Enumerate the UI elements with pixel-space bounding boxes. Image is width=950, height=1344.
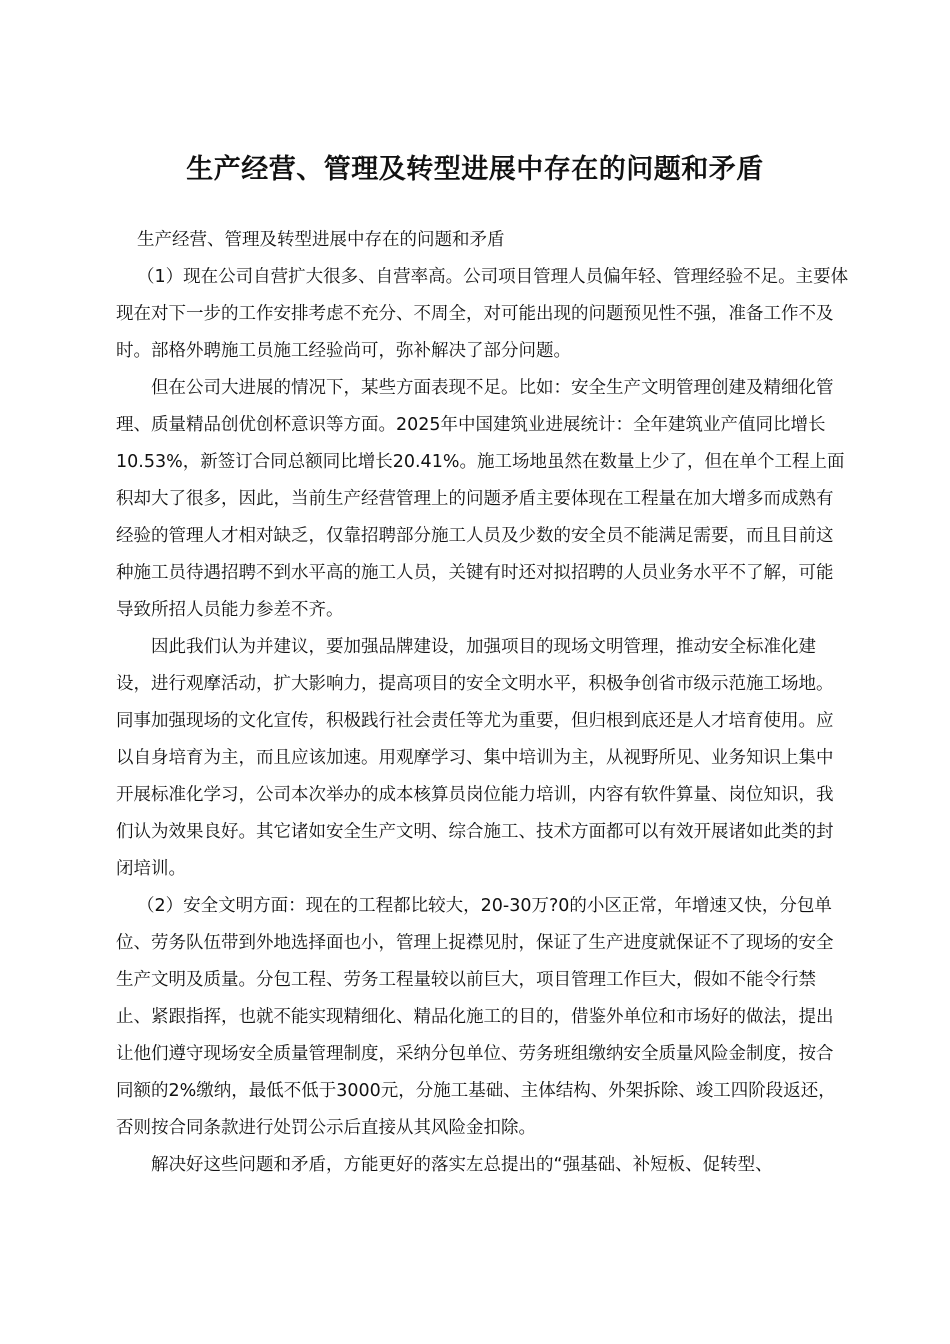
paragraph-recommendations: 因此我们认为并建议，要加强品牌建设，加强项目的现场文明管理，推动安全标准化建设，进行观摩活动，扩大影响力，提高项目的安全文明水平，积极争创省市级示范施工场地。同事加强现场的文化宣传，积极践行社会责任等尤为重要，但归根到底还是人才培育使用。应以自身培育为主，而且应该加速。用观摩学习、集中培训为主，从视野所见、业务知识上集中开展标准化学习，公司本次举办的成本核算员岗位能力培训，内容有软件算量、岗位知识，我们认为效果良好。其它诸如安全生产文明、综合施工、技术方面都可以有效开展诸如此类的封闭培训。	[116, 637, 834, 879]
paragraph-section-2: （2）安全文明方面：现在的工程都比较大，20-30万?0的小区正常，年增速又快，分包单位、劳务队伍带到外地选择面也小，管理上捉襟见肘，保证了生产进度就保证不了现场的安全生产文明及质量。分包工程、劳务工程量较以前巨大，项目管理工作巨大，假如不能令行禁止、紧跟指挥，也就不能实现精细化、精品化施工的目的，借鉴外单位和市场好的做法，提出让他们遵守现场安全质量管理制度，采纳分包单位、劳务班组缴纳安全质量风险金制度，按合同额的2%缴纳，最低不低于3000元，分施工基础、主体结构、外架拆除、竣工四阶段返还，否则按合同条款进行处罚公示后直接从其风险金扣除。	[116, 896, 836, 1138]
document-body	[116, 222, 850, 1184]
paragraph-subtitle: 生产经营、管理及转型进展中存在的问题和矛盾	[137, 230, 505, 250]
paragraph-conclusion: 解决好这些问题和矛盾，方能更好的落实左总提出的“强基础、补短板、促转型、	[151, 1155, 773, 1175]
paragraph-industry-statistics: 但在公司大进展的情况下，某些方面表现不足。比如：安全生产文明管理创建及精细化管理、质量精品创优创杯意识等方面。2025年中国建筑业进展统计：全年建筑业产值同比增长10.53%，新签订合同总额同比增长20.41%。施工场地虽然在数量上少了，但在单个工程上面积却大了很多，因此，当前生产经营管理上的问题矛盾主要体现在工程量在加大增多而成熟有经验的管理人才相对缺乏，仅靠招聘部分施工人员及少数的安全员不能满足需要，而且目前这种施工员待遇招聘不到水平高的施工人员，关键有时还对拟招聘的人员业务水平不了解，可能导致所招人员能力参差不齐。	[116, 378, 845, 620]
page-title: 生产经营、管理及转型进展中存在的问题和矛盾	[186, 154, 764, 186]
paragraph-section-1: （1）现在公司自营扩大很多、自营率高。公司项目管理人员偏年轻、管理经验不足。主要体现在对下一步的工作安排考虑不充分、不周全，对可能出现的问题预见性不强，准备工作不及时。部格外聘施工员施工经验尚可，弥补解决了部分问题。	[116, 267, 849, 361]
